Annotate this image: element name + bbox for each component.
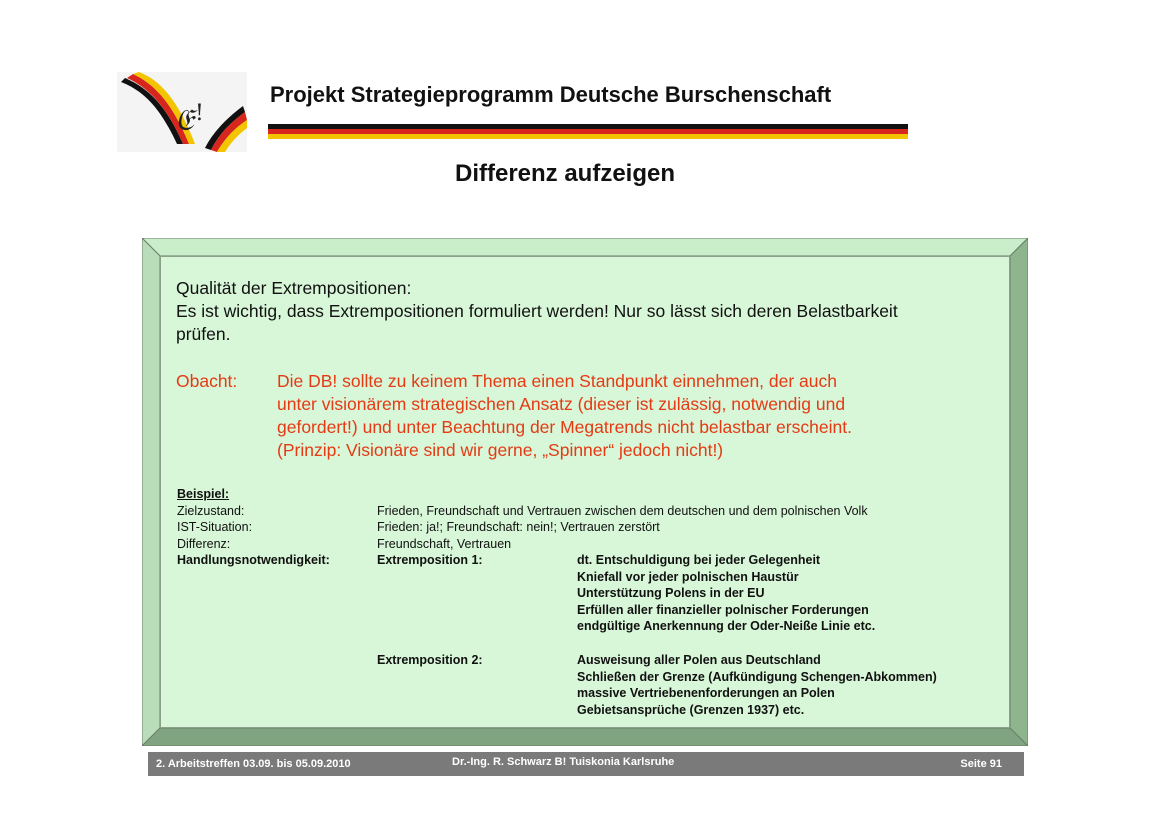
differenz-value: Freundschaft, Vertrauen bbox=[377, 536, 512, 551]
ext2-item: Ausweisung aller Polen aus Deutschland bbox=[577, 653, 821, 667]
footer-left: 2. Arbeitstreffen 03.09. bis 05.09.2010 bbox=[156, 758, 351, 770]
ext1-item: dt. Entschuldigung bei jeder Gelegenheit bbox=[577, 553, 821, 567]
footer-page-number: Seite 91 bbox=[960, 758, 1002, 770]
intro-line: Qualität der Extrempositionen: bbox=[176, 278, 412, 298]
ext1-label: Extremposition 1: bbox=[377, 553, 483, 567]
handlung-label: Handlungsnotwendigkeit: bbox=[177, 553, 330, 567]
flag-stripes bbox=[268, 124, 908, 139]
header-title: Projekt Strategieprogramm Deutsche Burschenschaft bbox=[270, 82, 832, 107]
obacht-line: gefordert!) und unter Beachtung der Megatrends nicht belastbar erscheint. bbox=[277, 417, 852, 437]
ext2-label: Extremposition 2: bbox=[377, 653, 483, 667]
page-title: Differenz aufzeigen bbox=[454, 160, 676, 187]
ist-value: Frieden: ja!; Freundschaft: nein!; Vertrauen zerstört bbox=[377, 520, 660, 534]
ext1-item: endgültige Anerkennung der Oder-Neiße Linie etc. bbox=[577, 619, 876, 633]
ext1-item: Erfüllen aller finanzieller polnischer Forderungen bbox=[577, 602, 869, 617]
stripe-gold bbox=[268, 134, 908, 139]
ext2-item: Schließen der Grenze (Aufkündigung Schengen-Abkommen) bbox=[577, 669, 937, 684]
zielzustand-value: Frieden, Freundschaft und Vertrauen zwischen dem deutschen und dem polnischen Volk bbox=[377, 503, 868, 518]
ext1-item: Unterstützung Polens in der EU bbox=[577, 586, 765, 600]
footer-center: Dr.-Ing. R. Schwarz B! Tuiskonia Karlsruhe bbox=[452, 756, 675, 768]
ist-label: IST-Situation: bbox=[177, 520, 253, 534]
svg-text:𝔈: 𝔈 bbox=[175, 103, 194, 138]
intro-text bbox=[176, 277, 1006, 346]
obacht-line: Die DB! sollte zu keinem Thema einen Standpunkt einnehmen, der auch bbox=[277, 371, 838, 391]
svg-text:!: ! bbox=[195, 101, 204, 126]
example-heading: Beispiel: bbox=[177, 487, 230, 501]
ext1-item: Kniefall vor jeder polnischen Haustür bbox=[577, 569, 799, 584]
zielzustand-label: Zielzustand: bbox=[177, 503, 245, 518]
differenz-label: Differenz: bbox=[177, 536, 231, 551]
intro-line: Es ist wichtig, dass Extrempositionen formuliert werden! Nur so lässt sich deren Belastbarkeit bbox=[176, 301, 898, 321]
burschenschaft-logo-icon bbox=[117, 72, 247, 152]
ext2-item: Gebietsansprüche (Grenzen 1937) etc. bbox=[577, 702, 805, 717]
obacht-line: (Prinzip: Visionäre sind wir gerne, „Spinner“ jedoch nicht!) bbox=[277, 440, 724, 460]
obacht-line: unter visionärem strategischen Ansatz (dieser ist zulässig, notwendig und bbox=[277, 394, 846, 414]
obacht-label: Obacht: bbox=[176, 371, 238, 391]
footer-bar bbox=[148, 752, 1024, 776]
intro-line: prüfen. bbox=[176, 324, 231, 344]
ext2-item: massive Vertriebenenforderungen an Polen bbox=[577, 686, 835, 700]
